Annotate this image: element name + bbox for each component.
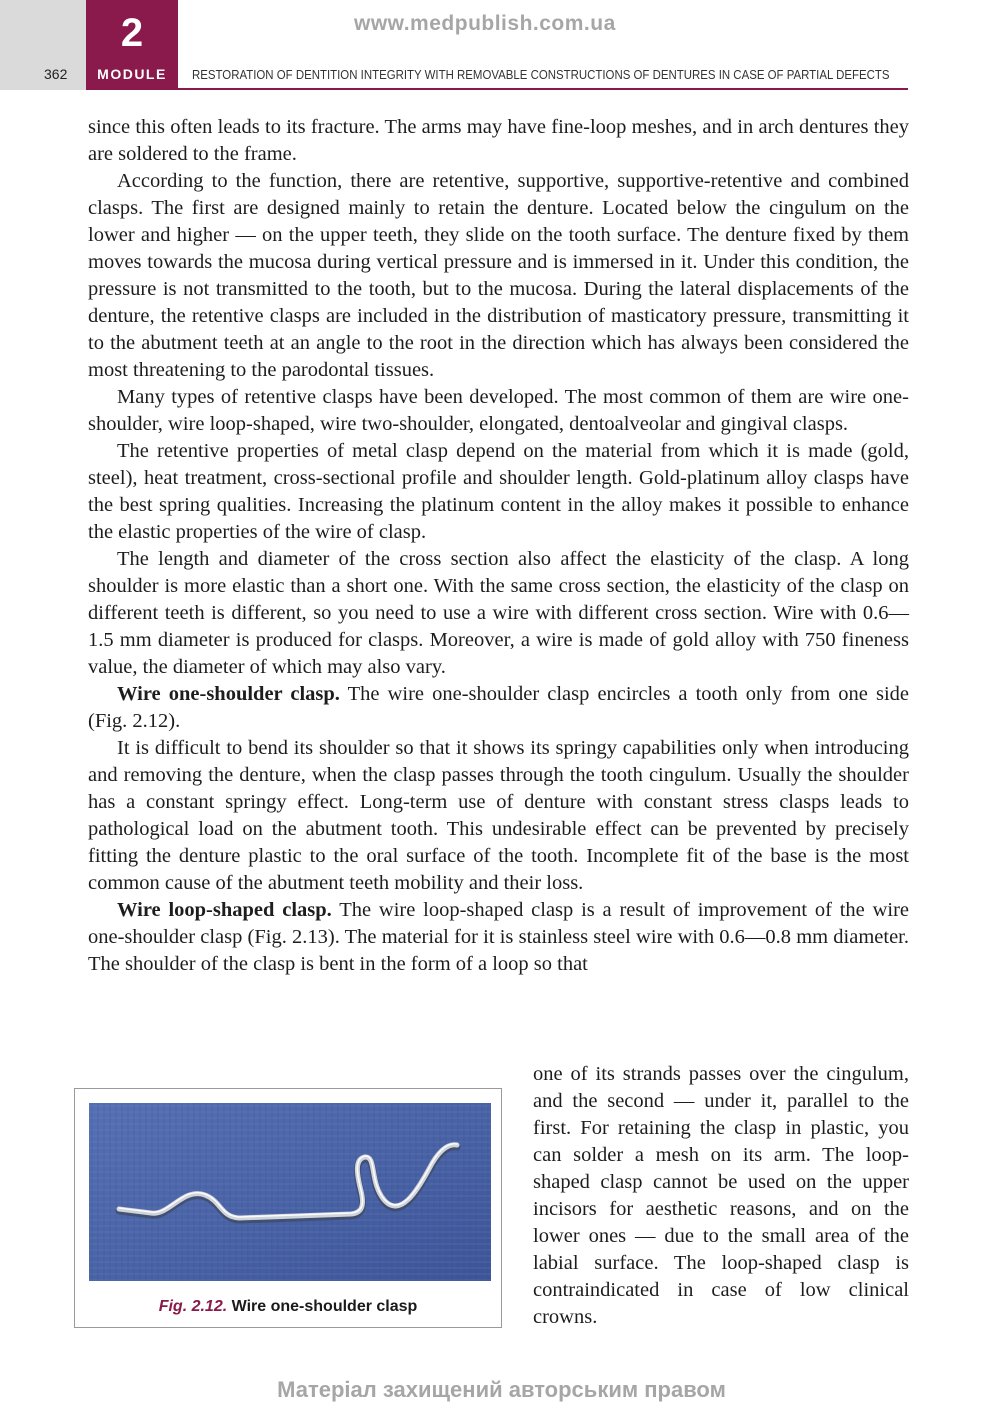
paragraph: It is difficult to bend its shoulder so that it shows its springy capabilities only when introducing and removing the denture, when the clasp passes through the tooth cingulum. Usually the shoulder has a constant springy effect. Long-term use of denture with constant stress clasps leads to pathological load on the abutment tooth. This undesirable effect can be prevented by precisely fitting the denture plastic to the oral surface of the tooth. Incomplete fit of the base is the most common cause of the abutment teeth mobility and their loss. <box>88 737 909 894</box>
module-number: 2 <box>120 11 144 55</box>
term-heading: Wire one-shoulder clasp. <box>117 683 340 705</box>
paragraph: According to the function, there are retentive, supportive, supportive-retentive and combined clasps. The first are designed mainly to retain the denture. Located below the cingulum on the lower and higher — on the upper teeth, they slide on the tooth surface. The denture fixed by them moves towards the mucosa during vertical pressure and is immersed in it. Under this condition, the pressure is not transmitted to the tooth, but to the mucosa. During the lateral displacements of the denture, the retentive clasps are included in the distribution of masticatory pressure, transmitting it to the abutment teeth at an angle to the root in the direction which has always been considered the most threatening to the parodontal tissues. <box>88 170 909 381</box>
paragraph-text: The wire loop-shaped clasp is a result of improvement of the wire one-shoulder clasp (Fig. 2.13). The material for it is stainless steel wire with 0.6—0.8 mm diameter. The shoulder of the clasp is bent in the form of a loop so that <box>88 899 909 975</box>
clasp-photo <box>89 1103 491 1281</box>
paragraph-continuation: one of its strands passes over the cingulum, and the second — under it, parallel to the first. For retaining the clasp in plastic, you can solder a mesh on its arm. The loop-shaped clasp cannot be used on the upper incisors for aesthetic reasons, and on the lower ones — due to the small area of the labial surface. The loop-shaped clasp is contraindicated in case of low clinical crowns. <box>533 1063 909 1328</box>
term-heading: Wire loop-shaped clasp. <box>117 899 332 921</box>
paragraph: Many types of retentive clasps have been developed. The most common of them are wire one-shoulder, wire loop-shaped, wire two-shoulder, elongated, dentoalveolar and gingival clasps. <box>88 386 909 435</box>
site-url-watermark: www.medpublish.com.ua <box>354 12 616 35</box>
page-number: 362 <box>44 66 68 82</box>
figure-caption <box>75 1298 501 1316</box>
running-header-title: RESTORATION OF DENTITION INTEGRITY WITH REMOVABLE CONSTRUCTIONS OF DENTURES IN CASE OF PARTIAL DEFECTS <box>192 67 890 82</box>
paragraph: The length and diameter of the cross section also affect the elasticity of the clasp. A long shoulder is more elastic than a short one. With the same cross section, the elasticity of the clasp on different teeth is different, so you need to use a wire with different cross section. Wire with 0.6—1.5 mm diameter is produced for clasps. Moreover, a wire is made of gold alloy with 750 fineness value, the diameter of which may also vary. <box>88 548 909 678</box>
header-divider <box>86 88 908 90</box>
paragraph-wire-loop-shaped-clasp <box>88 897 909 978</box>
figure-caption-text: Wire one-shoulder clasp <box>231 1298 418 1315</box>
module-label: MODULE <box>97 66 167 82</box>
wrapped-text-column <box>533 1061 909 1331</box>
main-text <box>88 114 909 978</box>
figure-number: Fig. 2.12. <box>158 1298 228 1315</box>
paragraph-wire-one-shoulder-clasp <box>88 681 909 735</box>
header-gray-band <box>0 0 86 90</box>
paragraph: since this often leads to its fracture. The arms may have fine-loop meshes, and in arch dentures they are soldered to the frame. <box>88 116 909 165</box>
figure-2-12 <box>74 1088 502 1328</box>
copyright-watermark: Матеріал захищений авторським правом <box>277 1377 726 1402</box>
paragraph-text: The wire one-shoulder clasp encircles a tooth only from one side (Fig. 2.12). <box>88 683 909 732</box>
module-badge <box>86 0 178 90</box>
paragraph: The retentive properties of metal clasp depend on the material from which it is made (gold, steel), heat treatment, cross-sectional profile and shoulder length. Gold-platinum alloy clasps have the best spring qualities. Increasing the platinum content in the alloy makes it possible to enhance the elastic properties of the wire of clasp. <box>88 440 909 543</box>
